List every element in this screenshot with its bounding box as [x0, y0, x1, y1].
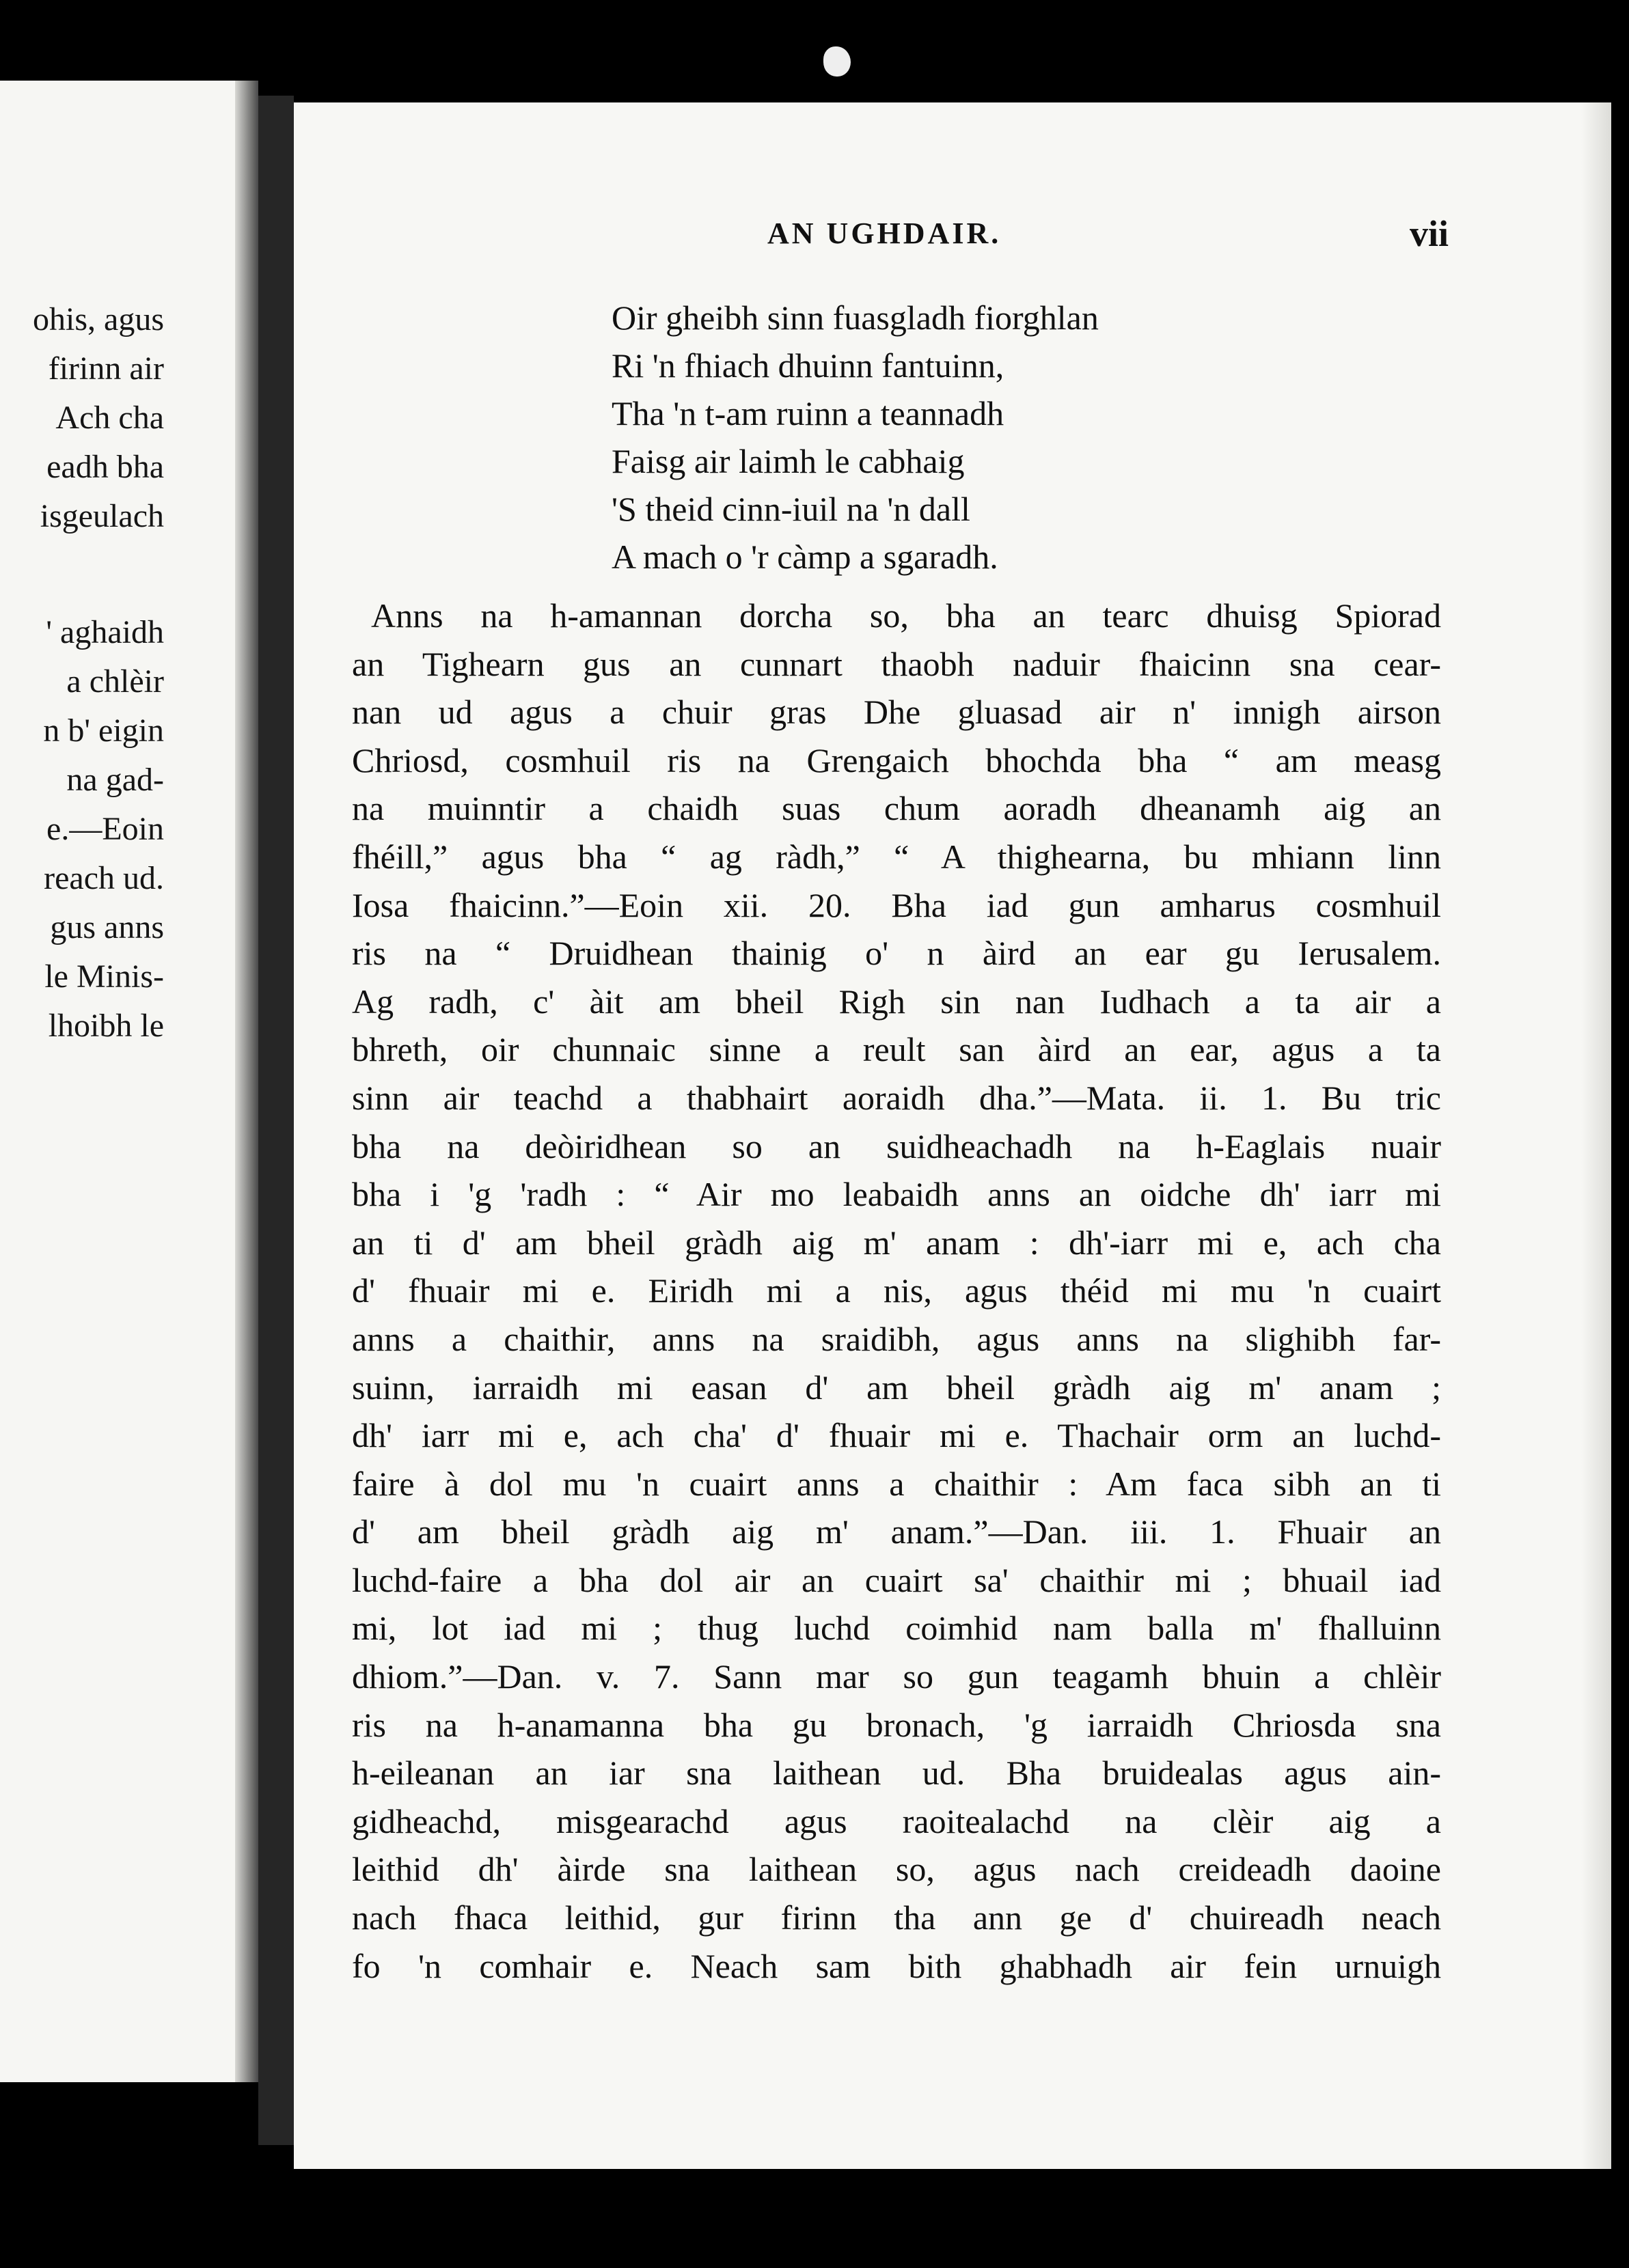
text-line: Ag radh, c' àit am bheil Righ sin nan Iudhach a ta air a — [352, 982, 1441, 1021]
text-line: bha i 'g 'radh : “ Air mo leabaidh anns an oidche dh' iarr mi — [352, 1175, 1441, 1214]
verse-line: 'S theid cinn-iuil na 'n dall — [612, 490, 970, 528]
left-page-line: firinn air — [48, 350, 164, 387]
text-line: d' fhuair mi e. Eiridh mi a nis, agus théid mi mu 'n cuairt — [352, 1271, 1441, 1310]
left-page-line: eadh bha — [46, 449, 164, 485]
text-line: ris na “ Druidhean thainig o' n àird an ear gu Ierusalem. — [352, 934, 1441, 973]
left-page-line: a chlèir — [66, 663, 164, 700]
text-line: anns a chaithir, anns na sraidibh, agus anns na slighibh far- — [352, 1319, 1441, 1358]
text-line: dhiom.”—Dan. v. 7. Sann mar so gun teagamh bhuin a chlèir — [352, 1657, 1441, 1696]
text-line: mi, lot iad mi ; thug luchd coimhid nam balla m' fhalluinn — [352, 1609, 1441, 1648]
text-line: bha na deòiridhean so an suidheachadh na h-Eaglais nuair — [352, 1126, 1441, 1165]
text-line: leithid dh' àirde sna laithean so, agus nach creideadh daoine — [352, 1850, 1441, 1889]
running-head — [444, 213, 1449, 254]
text-line: Anns na h-amannan dorcha so, bha an tearc dhuisg Spiorad — [371, 596, 1441, 635]
page-edge-shadow — [1581, 102, 1611, 2169]
left-page-line: Ach cha — [55, 400, 164, 436]
book-spine-gap — [258, 96, 294, 2145]
text-line: nan ud agus a chuir gras Dhe gluasad air n' innigh airson — [352, 693, 1441, 732]
text-line: h-eileanan an iar sna laithean ud. Bha bruidealas agus ain- — [352, 1754, 1441, 1793]
text-line: d' am bheil gràdh aig m' anam.”—Dan. iii. 1. Fhuair an — [352, 1512, 1441, 1551]
left-page-line: isgeulach — [40, 498, 164, 534]
left-page-line: na gad- — [66, 762, 164, 798]
text-line: fhéill,” agus bha “ ag ràdh,” “ A thighearna, bu mhiann linn — [352, 837, 1441, 876]
left-page-line: le Minis- — [44, 958, 164, 995]
verse-line: Oir gheibh sinn fuasgladh fiorghlan — [612, 299, 1099, 337]
text-line: Chriosd, cosmhuil ris na Grengaich bhochda bha “ am measg — [352, 741, 1441, 779]
left-page-line: lhoibh le — [48, 1008, 164, 1044]
previous-page-fragment — [0, 81, 258, 2082]
text-line: ris na h-anamanna bha gu bronach, 'g iarraidh Chriosda sna — [352, 1705, 1441, 1744]
verse-line: Faisg air laimh le cabhaig — [612, 442, 965, 480]
verse-line: Tha 'n t-am ruinn a teannadh — [612, 394, 1004, 432]
page-number: vii — [1409, 213, 1449, 254]
text-line: faire à dol mu 'n cuairt anns a chaithir : Am faca sibh an ti — [352, 1464, 1441, 1503]
scan-blot — [823, 46, 851, 77]
text-line: na muinntir a chaidh suas chum aoradh dheanamh aig an — [352, 789, 1441, 828]
text-line: Iosa fhaicinn.”—Eoin xii. 20. Bha iad gun amharus cosmhuil — [352, 885, 1441, 924]
left-page-line: ' aghaidh — [46, 614, 164, 650]
running-head-title: AN UGHDAIR. — [767, 217, 1002, 250]
left-page-line: n b' eigin — [43, 713, 164, 749]
text-line: dh' iarr mi e, ach cha' d' fhuair mi e. Thachair orm an luchd- — [352, 1416, 1441, 1455]
text-line: sinn air teachd a thabhairt aoraidh dha.”—Mata. ii. 1. Bu tric — [352, 1078, 1441, 1117]
text-line: an ti d' am bheil gràdh aig m' anam : dh'-iarr mi e, ach cha — [352, 1223, 1441, 1262]
text-line: bhreth, oir chunnaic sinne a reult san àird an ear, agus a ta — [352, 1030, 1441, 1069]
text-line: an Tighearn gus an cunnart thaobh naduir fhaicinn sna cear- — [352, 644, 1441, 683]
text-line: suinn, iarraidh mi easan d' am bheil gràdh aig m' anam ; — [352, 1368, 1441, 1407]
page-gutter-shadow — [235, 81, 258, 2082]
body-text — [352, 592, 1441, 1990]
verse-line: A mach o 'r càmp a sgaradh. — [612, 538, 998, 576]
text-line: luchd-faire a bha dol air an cuairt sa' chaithir mi ; bhuail iad — [352, 1560, 1441, 1599]
verse-block — [612, 294, 1295, 581]
text-line: fo 'n comhair e. Neach sam bith ghabhadh air fein urnuigh — [352, 1946, 1441, 1985]
left-page-line: reach ud. — [44, 860, 164, 896]
left-page-line: ohis, agus — [33, 301, 164, 337]
text-line: nach fhaca leithid, gur firinn tha ann ge d' chuireadh neach — [352, 1898, 1441, 1937]
text-line: gidheachd, misgearachd agus raoitealachd na clèir aig a — [352, 1801, 1441, 1840]
left-page-line: gus anns — [50, 909, 164, 945]
verse-line: Ri 'n fhiach dhuinn fantuinn, — [612, 346, 1004, 385]
left-page-line: e.—Eoin — [46, 811, 164, 847]
